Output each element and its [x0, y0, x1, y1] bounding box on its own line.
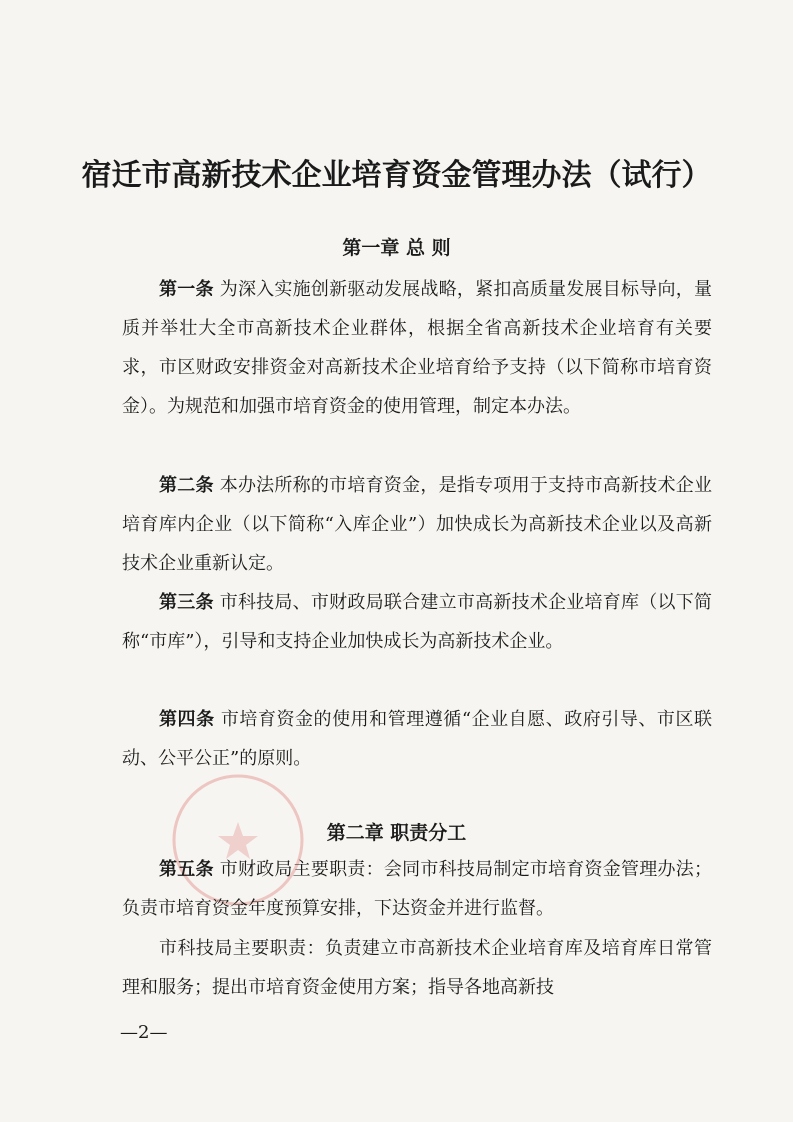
article-3-text: 市科技局、市财政局联合建立市高新技术企业培育库（以下简称“市库”），引导和支持企业加快成长为高新技术企业。 — [122, 592, 712, 652]
article-5-text: 市财政局主要职责：会同市科技局制定市培育资金管理办法；负责市培育资金年度预算安排，下达资金并进行监督。 — [122, 859, 712, 919]
article-1 — [122, 270, 712, 426]
article-2-text: 本办法所称的市培育资金，是指专项用于支持市高新技术企业培育库内企业（以下简称“入库企业”）加快成长为高新技术企业以及高新技术企业重新认定。 — [122, 475, 712, 574]
paragraph-tech-bureau-duties: 市科技局主要职责：负责建立市高新技术企业培育库及培育库日常管理和服务；提出市培育资金使用方案；指导各地高新技 — [122, 938, 712, 998]
article-3 — [122, 583, 712, 661]
article-4-label: 第四条 — [159, 709, 215, 730]
article-4 — [122, 700, 712, 778]
article-2 — [122, 466, 712, 583]
article-5-label: 第五条 — [159, 859, 214, 880]
article-1-label: 第一条 — [159, 279, 214, 300]
chapter-2-heading: 第二章 职责分工 — [326, 822, 467, 844]
chapter-1-heading: 第一章 总 则 — [342, 237, 451, 259]
article-1-text: 为深入实施创新驱动发展战略，紧扣高质量发展目标导向，量质并举壮大全市高新技术企业群体，根据全省高新技术企业培育有关要求，市区财政安排资金对高新技术企业培育给予支持（以下简称市培育资金）。为规范和加强市培育资金的使用管理，制定本办法。 — [122, 279, 712, 417]
article-5 — [122, 850, 712, 928]
article-2-label: 第二条 — [159, 475, 214, 496]
article-3-label: 第三条 — [159, 592, 214, 613]
document-title: 宿迁市高新技术企业培育资金管理办法（试行） — [81, 158, 712, 193]
page-number: —2— — [120, 1022, 168, 1043]
article-4-text: 市培育资金的使用和管理遵循“企业自愿、政府引导、市区联动、公平公正”的原则。 — [122, 709, 713, 769]
